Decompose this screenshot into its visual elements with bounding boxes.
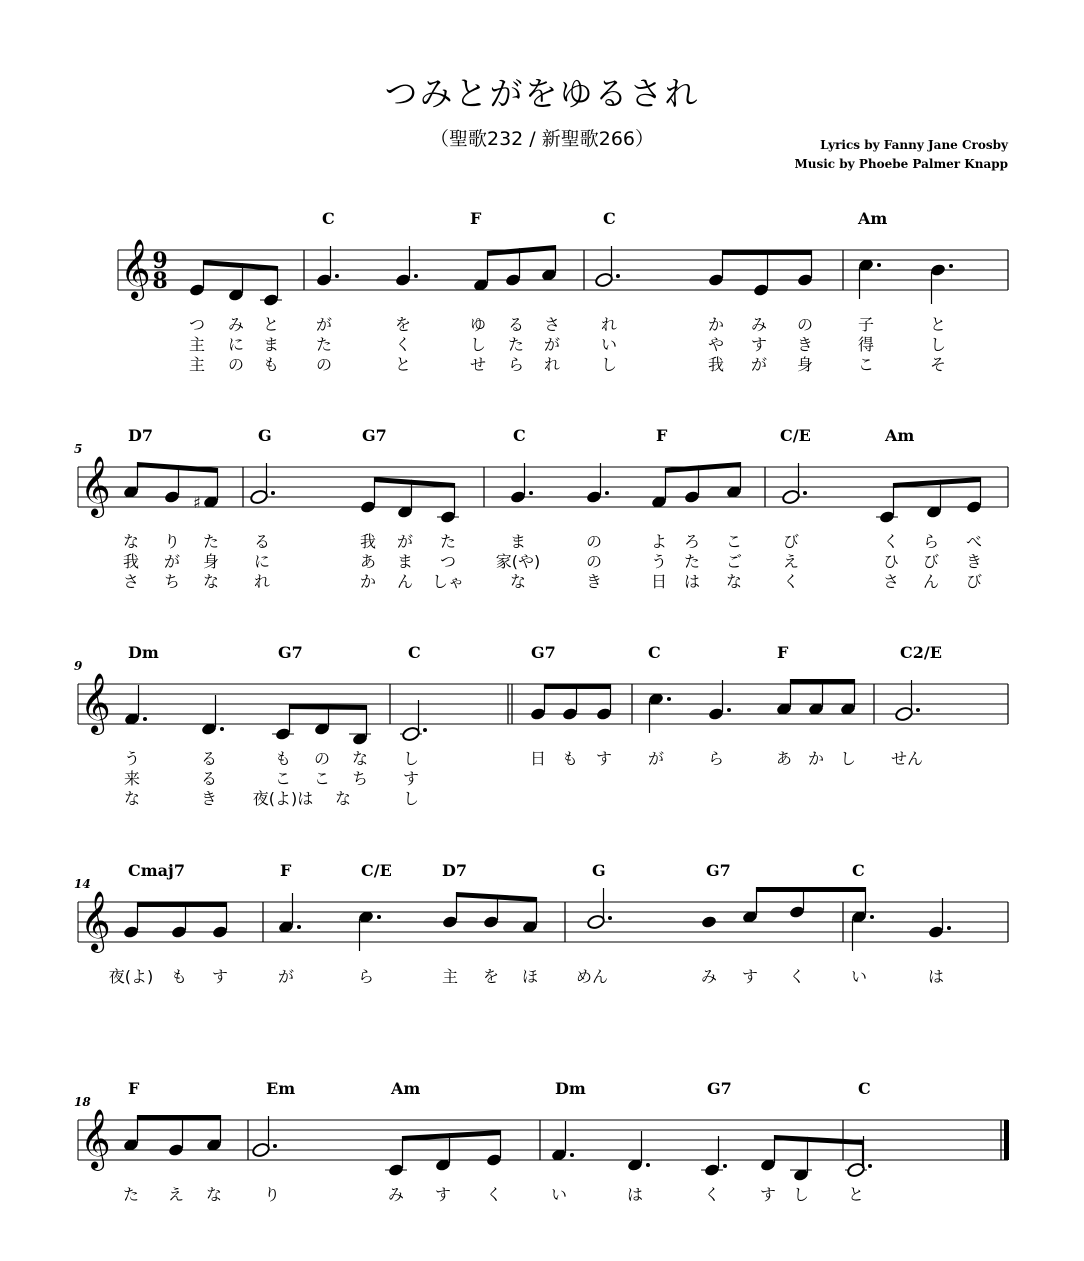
note-head xyxy=(753,283,770,297)
note-head xyxy=(442,915,459,929)
measure-number: 5 xyxy=(74,442,83,456)
half-note-head xyxy=(252,1142,271,1158)
chord-symbol: Am xyxy=(885,426,915,445)
lyric-syllable: 家(や) xyxy=(495,552,541,571)
chord-symbol: F xyxy=(470,209,482,228)
chord-symbol: C xyxy=(322,209,335,228)
chord-symbol: C/E xyxy=(361,861,392,880)
lyric-syllable: す xyxy=(741,967,759,986)
lyric-syllable: く xyxy=(703,1185,721,1204)
dot xyxy=(605,491,609,495)
dot xyxy=(916,708,920,712)
lyric-syllable: い xyxy=(550,1185,568,1204)
treble-clef-icon: 𝄞 xyxy=(120,239,151,299)
dot xyxy=(377,915,381,919)
lyric-syllable: の xyxy=(313,749,331,768)
dot xyxy=(271,491,275,495)
lyric-syllable: あ xyxy=(775,749,793,768)
lyric-syllable: か xyxy=(707,315,725,334)
lyric-syllable: が xyxy=(277,967,295,986)
beam xyxy=(791,679,855,684)
lyric-syllable: し xyxy=(402,749,420,768)
dot xyxy=(297,925,301,929)
lyric-syllable: 日 xyxy=(529,749,547,768)
dot xyxy=(723,1164,727,1168)
dot xyxy=(667,697,671,701)
lyric-syllable: し xyxy=(929,335,947,354)
note-head xyxy=(505,273,522,287)
beam xyxy=(757,887,866,892)
chord-symbol: C/E xyxy=(780,426,811,445)
lyric-syllable: ご xyxy=(725,552,743,571)
note-head xyxy=(168,1143,185,1157)
beam xyxy=(290,704,367,710)
chord-symbol: G7 xyxy=(531,643,556,662)
lyric-syllable: せん xyxy=(890,749,924,768)
treble-clef-icon: 𝄞 xyxy=(80,891,111,951)
lyric-syllable: み xyxy=(750,315,768,334)
lyric-syllable: 夜(よ)は xyxy=(252,789,314,808)
lyric-syllable: び xyxy=(965,572,983,591)
lyric-syllable: も xyxy=(262,355,280,374)
lyric-syllable: に xyxy=(227,335,245,354)
beam xyxy=(666,462,741,473)
lyric-syllable: や xyxy=(707,335,725,354)
time-signature-bottom: 8 xyxy=(152,268,168,294)
dot xyxy=(868,1164,872,1168)
measure-number: 14 xyxy=(74,877,91,891)
beam xyxy=(723,250,812,255)
lyric-syllable: の xyxy=(315,355,333,374)
lyric-syllable: す xyxy=(211,967,229,986)
chord-symbol: D7 xyxy=(128,426,154,445)
lyric-syllable: す xyxy=(750,335,768,354)
lyric-syllable: つ xyxy=(188,315,206,334)
lyric-syllable: ろ xyxy=(683,532,701,551)
beam xyxy=(403,1130,501,1141)
measure-number: 18 xyxy=(74,1095,91,1109)
lyric-syllable: る xyxy=(200,769,218,788)
lyric-syllable: し xyxy=(469,335,487,354)
note-head xyxy=(486,1153,503,1167)
chord-symbol: Em xyxy=(266,1079,296,1098)
song-title: つみとがをゆるされ xyxy=(384,74,700,113)
lyric-syllable: き xyxy=(585,572,603,591)
beam xyxy=(138,1115,221,1120)
note-head xyxy=(966,500,983,514)
beam xyxy=(457,892,537,902)
chord-symbol: F xyxy=(280,861,292,880)
dot xyxy=(870,915,874,919)
dot xyxy=(803,491,807,495)
final-barline-thick xyxy=(1004,1120,1009,1160)
lyric-syllable: こ xyxy=(313,769,331,788)
lyric-syllable: ら xyxy=(357,967,375,986)
lyric-syllable: ま xyxy=(509,532,527,551)
note-head xyxy=(928,925,945,939)
beam xyxy=(488,245,556,256)
lyric-syllable: く xyxy=(485,1185,503,1204)
lyric-syllable: う xyxy=(123,749,141,768)
sharp-icon: ♯ xyxy=(193,493,201,512)
lyric-syllable: な xyxy=(351,749,369,768)
lyric-syllable: 我 xyxy=(359,532,377,551)
lyric-syllable: よ xyxy=(650,532,668,551)
note-head xyxy=(164,490,181,504)
lyric-syllable: は xyxy=(626,1185,644,1204)
lyric-syllable: 主 xyxy=(441,967,459,986)
lyric-syllable: く xyxy=(882,532,900,551)
lyric-syllable: ん xyxy=(922,572,940,591)
lyric-syllable: す xyxy=(434,1185,452,1204)
dot xyxy=(877,263,881,267)
lyric-syllable: めん xyxy=(575,967,609,986)
note-head xyxy=(275,727,292,741)
beam xyxy=(775,1135,863,1145)
lyric-syllable: た xyxy=(315,335,333,354)
note-head xyxy=(388,1163,405,1177)
chord-symbol: C xyxy=(648,643,661,662)
lyric-syllable: さ xyxy=(882,572,900,591)
chord-symbol: F xyxy=(128,1079,140,1098)
dot xyxy=(646,1163,650,1167)
lyric-syllable: せ xyxy=(469,355,487,374)
lyric-syllable: と xyxy=(847,1185,865,1204)
lyric-syllable: れ xyxy=(600,315,618,334)
chord-symbol: C xyxy=(603,209,616,228)
beam xyxy=(138,462,218,473)
lyric-syllable: しゃ xyxy=(431,572,465,591)
lyric-syllable: が xyxy=(163,552,181,571)
chord-symbol: C xyxy=(408,643,421,662)
lyric-syllable: ま xyxy=(262,335,280,354)
beam xyxy=(204,260,278,271)
lyric-syllable: は xyxy=(683,572,701,591)
lyric-syllable: 主 xyxy=(188,355,206,374)
dot xyxy=(947,926,951,930)
lyric-syllable: し xyxy=(600,355,618,374)
chord-symbol: C xyxy=(858,1079,871,1098)
lyric-syllable: の xyxy=(227,355,245,374)
lyric-syllable: も xyxy=(561,749,579,768)
treble-clef-icon: 𝄞 xyxy=(80,1109,111,1169)
lyric-syllable: つ xyxy=(439,552,457,571)
lyric-syllable: さ xyxy=(543,315,561,334)
chord-symbol: G7 xyxy=(706,861,731,880)
dot xyxy=(273,1144,277,1148)
lyric-syllable: が xyxy=(396,532,414,551)
lyric-syllable: び xyxy=(922,552,940,571)
lyric-syllable: な xyxy=(509,572,527,591)
lyric-syllable: 来 xyxy=(123,769,141,788)
music-credit: Music by Phoebe Palmer Knapp xyxy=(794,157,1008,171)
note-head xyxy=(586,490,603,504)
note-head xyxy=(879,510,896,524)
lyric-syllable: ゆ xyxy=(469,315,487,334)
lyric-syllable: し xyxy=(792,1185,810,1204)
note-head xyxy=(708,707,725,721)
chord-symbol: D7 xyxy=(442,861,468,880)
lyric-syllable: 主 xyxy=(188,335,206,354)
lyric-syllable: と xyxy=(929,315,947,334)
lyric-syllable: と xyxy=(262,315,280,334)
chord-symbol: G xyxy=(592,861,606,880)
chord-symbol: G7 xyxy=(707,1079,732,1098)
measure-number: 9 xyxy=(74,659,83,673)
lyric-syllable: た xyxy=(202,532,220,551)
lyric-syllable: ら xyxy=(922,532,940,551)
lyric-syllable: き xyxy=(200,789,218,808)
dot xyxy=(143,717,147,721)
half-note-head xyxy=(587,914,606,930)
lyric-syllable: た xyxy=(439,532,457,551)
lyric-syllable: い xyxy=(850,967,868,986)
chord-symbol: F xyxy=(777,643,789,662)
note-head xyxy=(440,510,457,524)
lyric-syllable: 子 xyxy=(857,315,875,334)
chord-symbol: Dm xyxy=(128,643,159,662)
lyric-syllable: み xyxy=(700,967,718,986)
lyric-syllable: ち xyxy=(351,769,369,788)
time-signature-top: 9 xyxy=(152,248,168,274)
lyric-syllable: ひ xyxy=(882,552,900,571)
lyric-syllable: ら xyxy=(707,749,725,768)
lyric-syllable: え xyxy=(167,1185,185,1204)
note-head xyxy=(360,500,377,514)
song-subtitle: （聖歌232 / 新聖歌266） xyxy=(429,128,654,150)
lyric-syllable: べ xyxy=(965,532,983,551)
dot xyxy=(570,1153,574,1157)
half-note-head xyxy=(402,726,421,742)
chord-symbol: C2/E xyxy=(900,643,942,662)
chord-symbol: G7 xyxy=(362,426,387,445)
lyric-syllable: さ xyxy=(122,572,140,591)
note-head xyxy=(704,1163,721,1177)
lyric-syllable: 夜(よ) xyxy=(108,967,154,986)
note-head xyxy=(395,273,412,287)
lyric-syllable: ほ xyxy=(521,967,539,986)
lyric-syllable: あ xyxy=(359,552,377,571)
note-head xyxy=(263,293,280,307)
lyric-syllable: そ xyxy=(929,355,947,374)
half-note-head xyxy=(250,489,269,505)
note-head xyxy=(123,925,140,939)
lyric-syllable: り xyxy=(263,1185,281,1204)
lyric-syllable: き xyxy=(965,552,983,571)
lyric-syllable: も xyxy=(274,749,292,768)
note-head xyxy=(708,273,725,287)
lyric-syllable: く xyxy=(788,967,806,986)
lyric-syllable: し xyxy=(402,789,420,808)
dot xyxy=(727,708,731,712)
lyric-syllable: れ xyxy=(253,572,271,591)
lyric-syllable: が xyxy=(750,355,768,374)
beam xyxy=(894,477,981,488)
lyric-syllable: な xyxy=(122,532,140,551)
lyric-syllable: が xyxy=(315,315,333,334)
note-head xyxy=(789,905,806,919)
note-head xyxy=(189,283,206,297)
half-note-head xyxy=(595,272,614,288)
lyric-syllable: も xyxy=(170,967,188,986)
beam xyxy=(545,684,611,689)
lyric-syllable: 身 xyxy=(202,552,220,571)
note-head xyxy=(530,707,547,721)
note-head xyxy=(930,263,947,277)
chord-symbol: F xyxy=(656,426,668,445)
lyric-syllable: る xyxy=(253,532,271,551)
note-head xyxy=(562,707,579,721)
lyric-syllable: こ xyxy=(725,532,743,551)
lyric-syllable: き xyxy=(796,335,814,354)
lyric-syllable: す xyxy=(402,769,420,788)
lyric-syllable: が xyxy=(647,749,665,768)
treble-clef-icon: 𝄞 xyxy=(80,456,111,516)
lyric-syllable: こ xyxy=(274,769,292,788)
chord-symbol: Cmaj7 xyxy=(128,861,185,880)
lyric-syllable: び xyxy=(782,532,800,551)
chord-symbol: Am xyxy=(391,1079,421,1098)
beam xyxy=(375,477,455,488)
chord-symbol: G7 xyxy=(278,643,303,662)
lyric-syllable: み xyxy=(227,315,245,334)
lyric-syllable: ま xyxy=(396,552,414,571)
lyric-syllable: 得 xyxy=(857,335,875,354)
dot xyxy=(414,274,418,278)
lyric-syllable: か xyxy=(359,572,377,591)
lyric-syllable: く xyxy=(782,572,800,591)
dot xyxy=(335,274,339,278)
lyric-syllable: う xyxy=(650,552,668,571)
lyric-syllable: ち xyxy=(163,572,181,591)
lyric-syllable: し xyxy=(839,749,857,768)
lyric-syllable: な xyxy=(202,572,220,591)
lyric-syllable: す xyxy=(595,749,613,768)
lyric-syllable: な xyxy=(725,572,743,591)
note-head xyxy=(596,707,613,721)
note-head xyxy=(316,273,333,287)
note-head xyxy=(483,915,500,929)
lyric-syllable: の xyxy=(585,532,603,551)
lyric-syllable: す xyxy=(759,1185,777,1204)
lyric-syllable: ん xyxy=(396,572,414,591)
lyric-syllable: く xyxy=(394,335,412,354)
dot xyxy=(220,727,224,731)
chord-symbol: Dm xyxy=(555,1079,586,1098)
lyric-syllable: に xyxy=(253,552,271,571)
half-note-head xyxy=(782,489,801,505)
lyric-syllable: 日 xyxy=(650,572,668,591)
lyric-syllable: を xyxy=(394,315,412,334)
half-note-head xyxy=(895,706,914,722)
lyric-syllable: の xyxy=(796,315,814,334)
note-head xyxy=(212,925,229,939)
dot xyxy=(949,264,953,268)
chord-symbol: C xyxy=(513,426,526,445)
lyric-syllable: の xyxy=(585,552,603,571)
chord-symbol: Am xyxy=(858,209,888,228)
dot xyxy=(616,274,620,278)
lyric-syllable: が xyxy=(543,335,561,354)
lyric-syllable: こ xyxy=(857,355,875,374)
lyric-syllable: る xyxy=(507,315,525,334)
lyric-syllable: ら xyxy=(507,355,525,374)
lyric-syllable: 我 xyxy=(707,355,725,374)
lyric-syllable: と xyxy=(394,355,412,374)
lyric-syllable: る xyxy=(200,749,218,768)
lyric-syllable: り xyxy=(163,532,181,551)
lyric-syllable: を xyxy=(482,967,500,986)
lyric-syllable: た xyxy=(683,552,701,571)
note-head xyxy=(510,490,527,504)
lyric-syllable: な xyxy=(205,1185,223,1204)
lyrics-credit: Lyrics by Fanny Jane Crosby xyxy=(820,138,1008,152)
lyric-syllable: な xyxy=(334,789,352,808)
treble-clef-icon: 𝄞 xyxy=(80,673,111,733)
beam xyxy=(138,902,227,907)
lyric-syllable: か xyxy=(807,749,825,768)
note-head xyxy=(684,490,701,504)
lyric-syllable: い xyxy=(600,335,618,354)
lyric-syllable: た xyxy=(507,335,525,354)
lyric-syllable: た xyxy=(122,1185,140,1204)
lyric-syllable: え xyxy=(782,552,800,571)
lyric-syllable: は xyxy=(927,967,945,986)
chord-symbol: G xyxy=(258,426,272,445)
dot xyxy=(423,728,427,732)
lyric-syllable: 身 xyxy=(796,355,814,374)
chord-symbol: C xyxy=(852,861,865,880)
lyric-syllable: み xyxy=(387,1185,405,1204)
note-head xyxy=(797,273,814,287)
note-head xyxy=(171,925,188,939)
dot xyxy=(529,491,533,495)
note-head xyxy=(701,915,718,929)
dot xyxy=(608,916,612,920)
lyric-syllable: な xyxy=(123,789,141,808)
lyric-syllable: れ xyxy=(543,355,561,374)
lyric-syllable: 我 xyxy=(122,552,140,571)
